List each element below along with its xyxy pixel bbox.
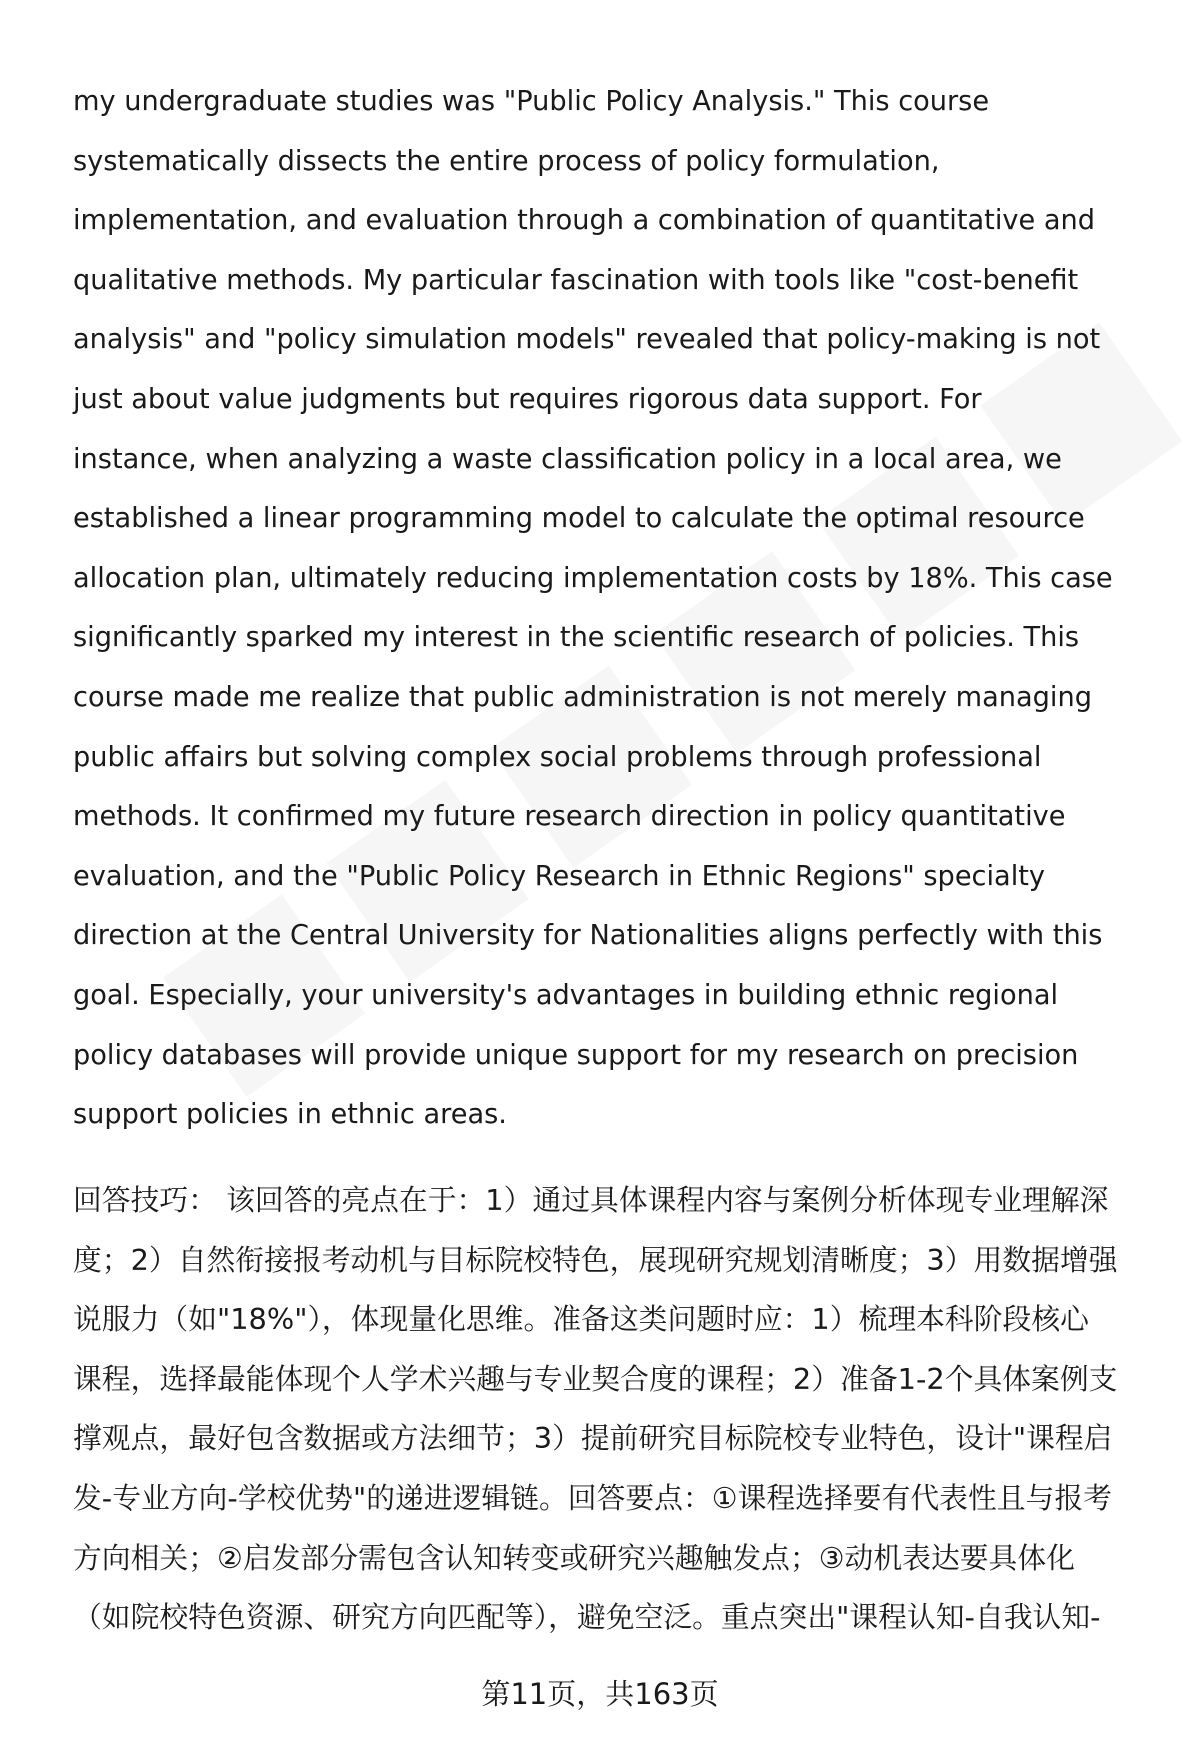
text-line: 撑观点，最好包含数据或方法细节；3）提前研究目标院校专业特色，设计"课程启 xyxy=(73,1421,1113,1456)
text-line: significantly sparked my interest in the scientific research of policies. This xyxy=(73,622,1080,654)
text-line: support policies in ethnic areas. xyxy=(73,1099,507,1131)
text-line: policy databases will provide unique support for my research on precision xyxy=(73,1039,1079,1071)
text-line: 课程，选择最能体现个人学术兴趣与专业契合度的课程；2）准备1-2个具体案例支 xyxy=(73,1361,1118,1396)
text-line: qualitative methods. My particular fascination with tools like "cost-benefit xyxy=(73,264,1079,296)
text-line: direction at the Central University for Nationalities aligns perfectly with this xyxy=(73,920,1103,952)
text-line: established a linear programming model to calculate the optimal resource xyxy=(73,503,1085,535)
text-line: systematically dissects the entire process of policy formulation, xyxy=(73,145,940,177)
text-line: public affairs but solving complex social problems through professional xyxy=(73,741,1042,773)
text-line: instance, when analyzing a waste classification policy in a local area, we xyxy=(73,443,1062,475)
text-line: 方向相关；②启发部分需包含认知转变或研究兴趣触发点；③动机表达要具体化 xyxy=(73,1540,1075,1575)
text-line: 回答技巧： 该回答的亮点在于：1）通过具体课程内容与案例分析体现专业理解深 xyxy=(73,1183,1109,1217)
text-line: goal. Especially, your university's advantages in building ethnic regional xyxy=(73,979,1059,1011)
text-line: allocation plan, ultimately reducing implementation costs by 18%. This case xyxy=(73,562,1113,594)
text-line: just about value judgments but requires rigorous data support. For xyxy=(73,383,982,415)
english-paragraph xyxy=(73,72,1153,1145)
text-line: my undergraduate studies was "Public Policy Analysis." This course xyxy=(73,86,990,117)
text-line: 度；2）自然衔接报考动机与目标院校特色，展现研究规划清晰度；3）用数据增强 xyxy=(73,1242,1118,1277)
text-line: 发-专业方向-学校优势"的递进逻辑链。回答要点：①课程选择要有代表性且与报考 xyxy=(73,1480,1112,1515)
page-number: 第11页，共163页 xyxy=(481,1677,719,1711)
text-line: evaluation, and the "Public Policy Research in Ethnic Regions" specialty xyxy=(73,860,1046,892)
text-line: 说服力（如"18%"），体现量化思维。准备这类问题时应：1）梳理本科阶段核心 xyxy=(73,1302,1089,1337)
text-line: methods. It confirmed my future research direction in policy quantitative xyxy=(73,801,1066,833)
text-line: analysis" and "policy simulation models" revealed that policy-making is not xyxy=(73,324,1101,356)
text-line: implementation, and evaluation through a combination of quantitative and xyxy=(73,205,1095,237)
text-line: course made me realize that public administration is not merely managing xyxy=(73,681,1092,713)
text-line: （如院校特色资源、研究方向匹配等），避免空泛。重点突出"课程认知-自我认知- xyxy=(73,1600,1101,1635)
answer-tips-paragraph xyxy=(73,1171,1153,1648)
